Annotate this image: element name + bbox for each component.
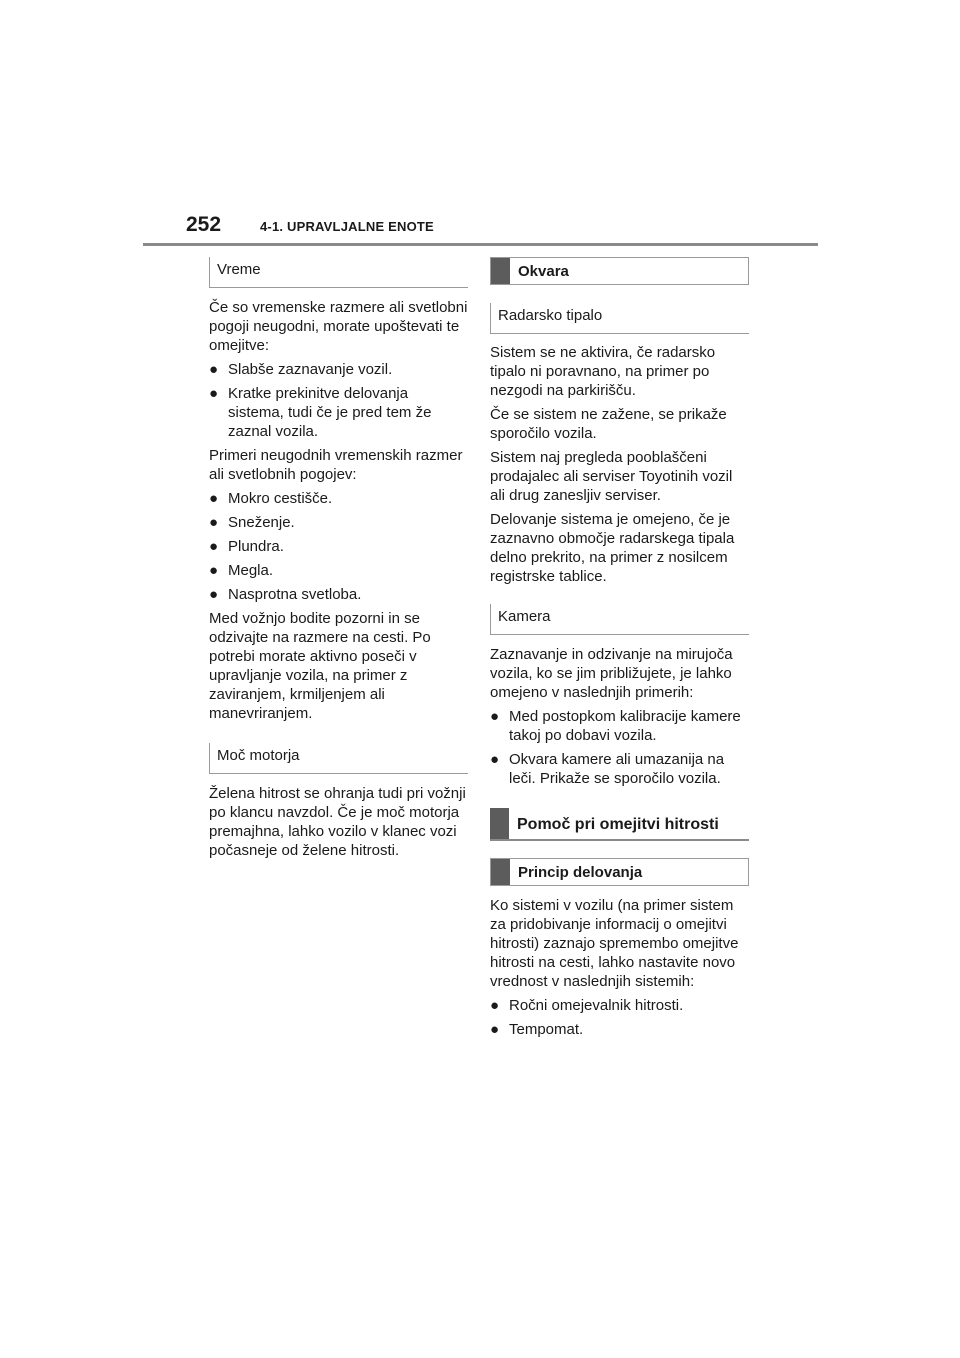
paragraph: Delovanje sistema je omejeno, če je zaznavno območje radarskega tipala delno prekrito, na primer z nosilcem registrske tablice. xyxy=(490,511,735,585)
list-item: ● Slabše zaznavanje vozil. xyxy=(209,361,393,378)
heading-tab xyxy=(491,258,510,284)
vreme-intro: Če so vremenske razmere ali svetlobni pogoji neugodni, morate upoštevati te omejitve: xyxy=(209,299,468,354)
paragraph: Če se sistem ne zažene, se prikaže sporočilo vozila. xyxy=(490,406,727,442)
vreme-examples-intro: Primeri neugodnih vremenskih razmer ali svetlobnih pogojev: xyxy=(209,447,463,483)
list-item: ● Tempomat. xyxy=(490,1021,584,1038)
subheading-moc-motorja: Moč motorja xyxy=(209,743,468,774)
left-column xyxy=(209,257,468,865)
moc-text: Želena hitrost se ohranja tudi pri vožnji po klancu navzdol. Če je moč motorja premajhna, lahko vozilo v klanec vozi počasneje od želene hitrosti. xyxy=(209,785,466,859)
bullet-icon: ● xyxy=(209,586,219,603)
paragraph: Sistem se ne aktivira, če radarsko tipalo ni poravnano, na primer po nezgodi na parkirišču. xyxy=(490,344,716,399)
list-item: ● Nasprotna svetloba. xyxy=(209,586,362,603)
section-title: 4-1. UPRAVLJALNE ENOTE xyxy=(260,219,434,234)
heading-okvara: Okvara xyxy=(490,257,749,285)
bullet-icon: ● xyxy=(490,997,500,1014)
princip-list xyxy=(490,996,749,1039)
heading-princip-delovanja: Princip delovanja xyxy=(490,858,749,886)
subheading-kamera: Kamera xyxy=(490,604,749,635)
heading-tab xyxy=(490,808,509,839)
vreme-effects-list xyxy=(209,360,468,441)
list-item: ● Kratke prekinitve delovanja sistema, tudi če je pred tem že zaznal vozila. xyxy=(209,385,432,440)
vreme-examples-list xyxy=(209,489,468,604)
page-number: 252 xyxy=(186,213,222,236)
heading-pomoc-pri-omejitvi-hitrosti: Pomoč pri omejitvi hitrosti xyxy=(490,808,749,841)
bullet-icon: ● xyxy=(490,751,500,768)
list-item: ● Megla. xyxy=(209,562,274,579)
bullet-icon: ● xyxy=(209,361,219,378)
subheading-radarsko-tipalo: Radarsko tipalo xyxy=(490,303,749,334)
paragraph: Sistem naj pregleda pooblaščeni prodajalec ali serviser Toyotinih vozil ali drug zanesljiv serviser. xyxy=(490,449,733,504)
header-rule xyxy=(143,243,818,246)
list-item: ● Med postopkom kalibracije kamere takoj po dobavi vozila. xyxy=(490,708,741,744)
list-item: ● Sneženje. xyxy=(209,514,295,531)
princip-intro: Ko sistemi v vozilu (na primer sistem za pridobivanje informacij o omejitvi hitrosti) zaznajo spremembo omejitve hitrosti na cesti, lahko nastavite novo vrednost v naslednjih sistemih: xyxy=(490,897,739,990)
subheading-vreme: Vreme xyxy=(209,257,468,288)
list-item: ● Okvara kamere ali umazanija na leči. Prikaže se sporočilo vozila. xyxy=(490,751,725,787)
bullet-icon: ● xyxy=(490,708,500,725)
bullet-icon: ● xyxy=(209,562,219,579)
list-item: ● Mokro cestišče. xyxy=(209,490,333,507)
bullet-icon: ● xyxy=(209,385,219,402)
bullet-icon: ● xyxy=(490,1021,500,1038)
list-item: ● Ročni omejevalnik hitrosti. xyxy=(490,997,684,1014)
kamera-intro: Zaznavanje in odzivanje na mirujoča vozila, ko se jim približujete, je lahko omejeno v naslednjih primerih: xyxy=(490,646,733,701)
right-column xyxy=(490,257,749,1044)
bullet-icon: ● xyxy=(209,538,219,555)
bullet-icon: ● xyxy=(209,514,219,531)
heading-tab xyxy=(491,859,510,885)
vreme-note: Med vožnjo bodite pozorni in se odzivajte na razmere na cesti. Po potrebi morate aktivno poseči v upravljanje vozila, na primer z zaviranjem, krmiljenjem ali manevriranjem. xyxy=(209,610,431,722)
list-item: ● Plundra. xyxy=(209,538,284,555)
kamera-list xyxy=(490,707,749,788)
bullet-icon: ● xyxy=(209,490,219,507)
